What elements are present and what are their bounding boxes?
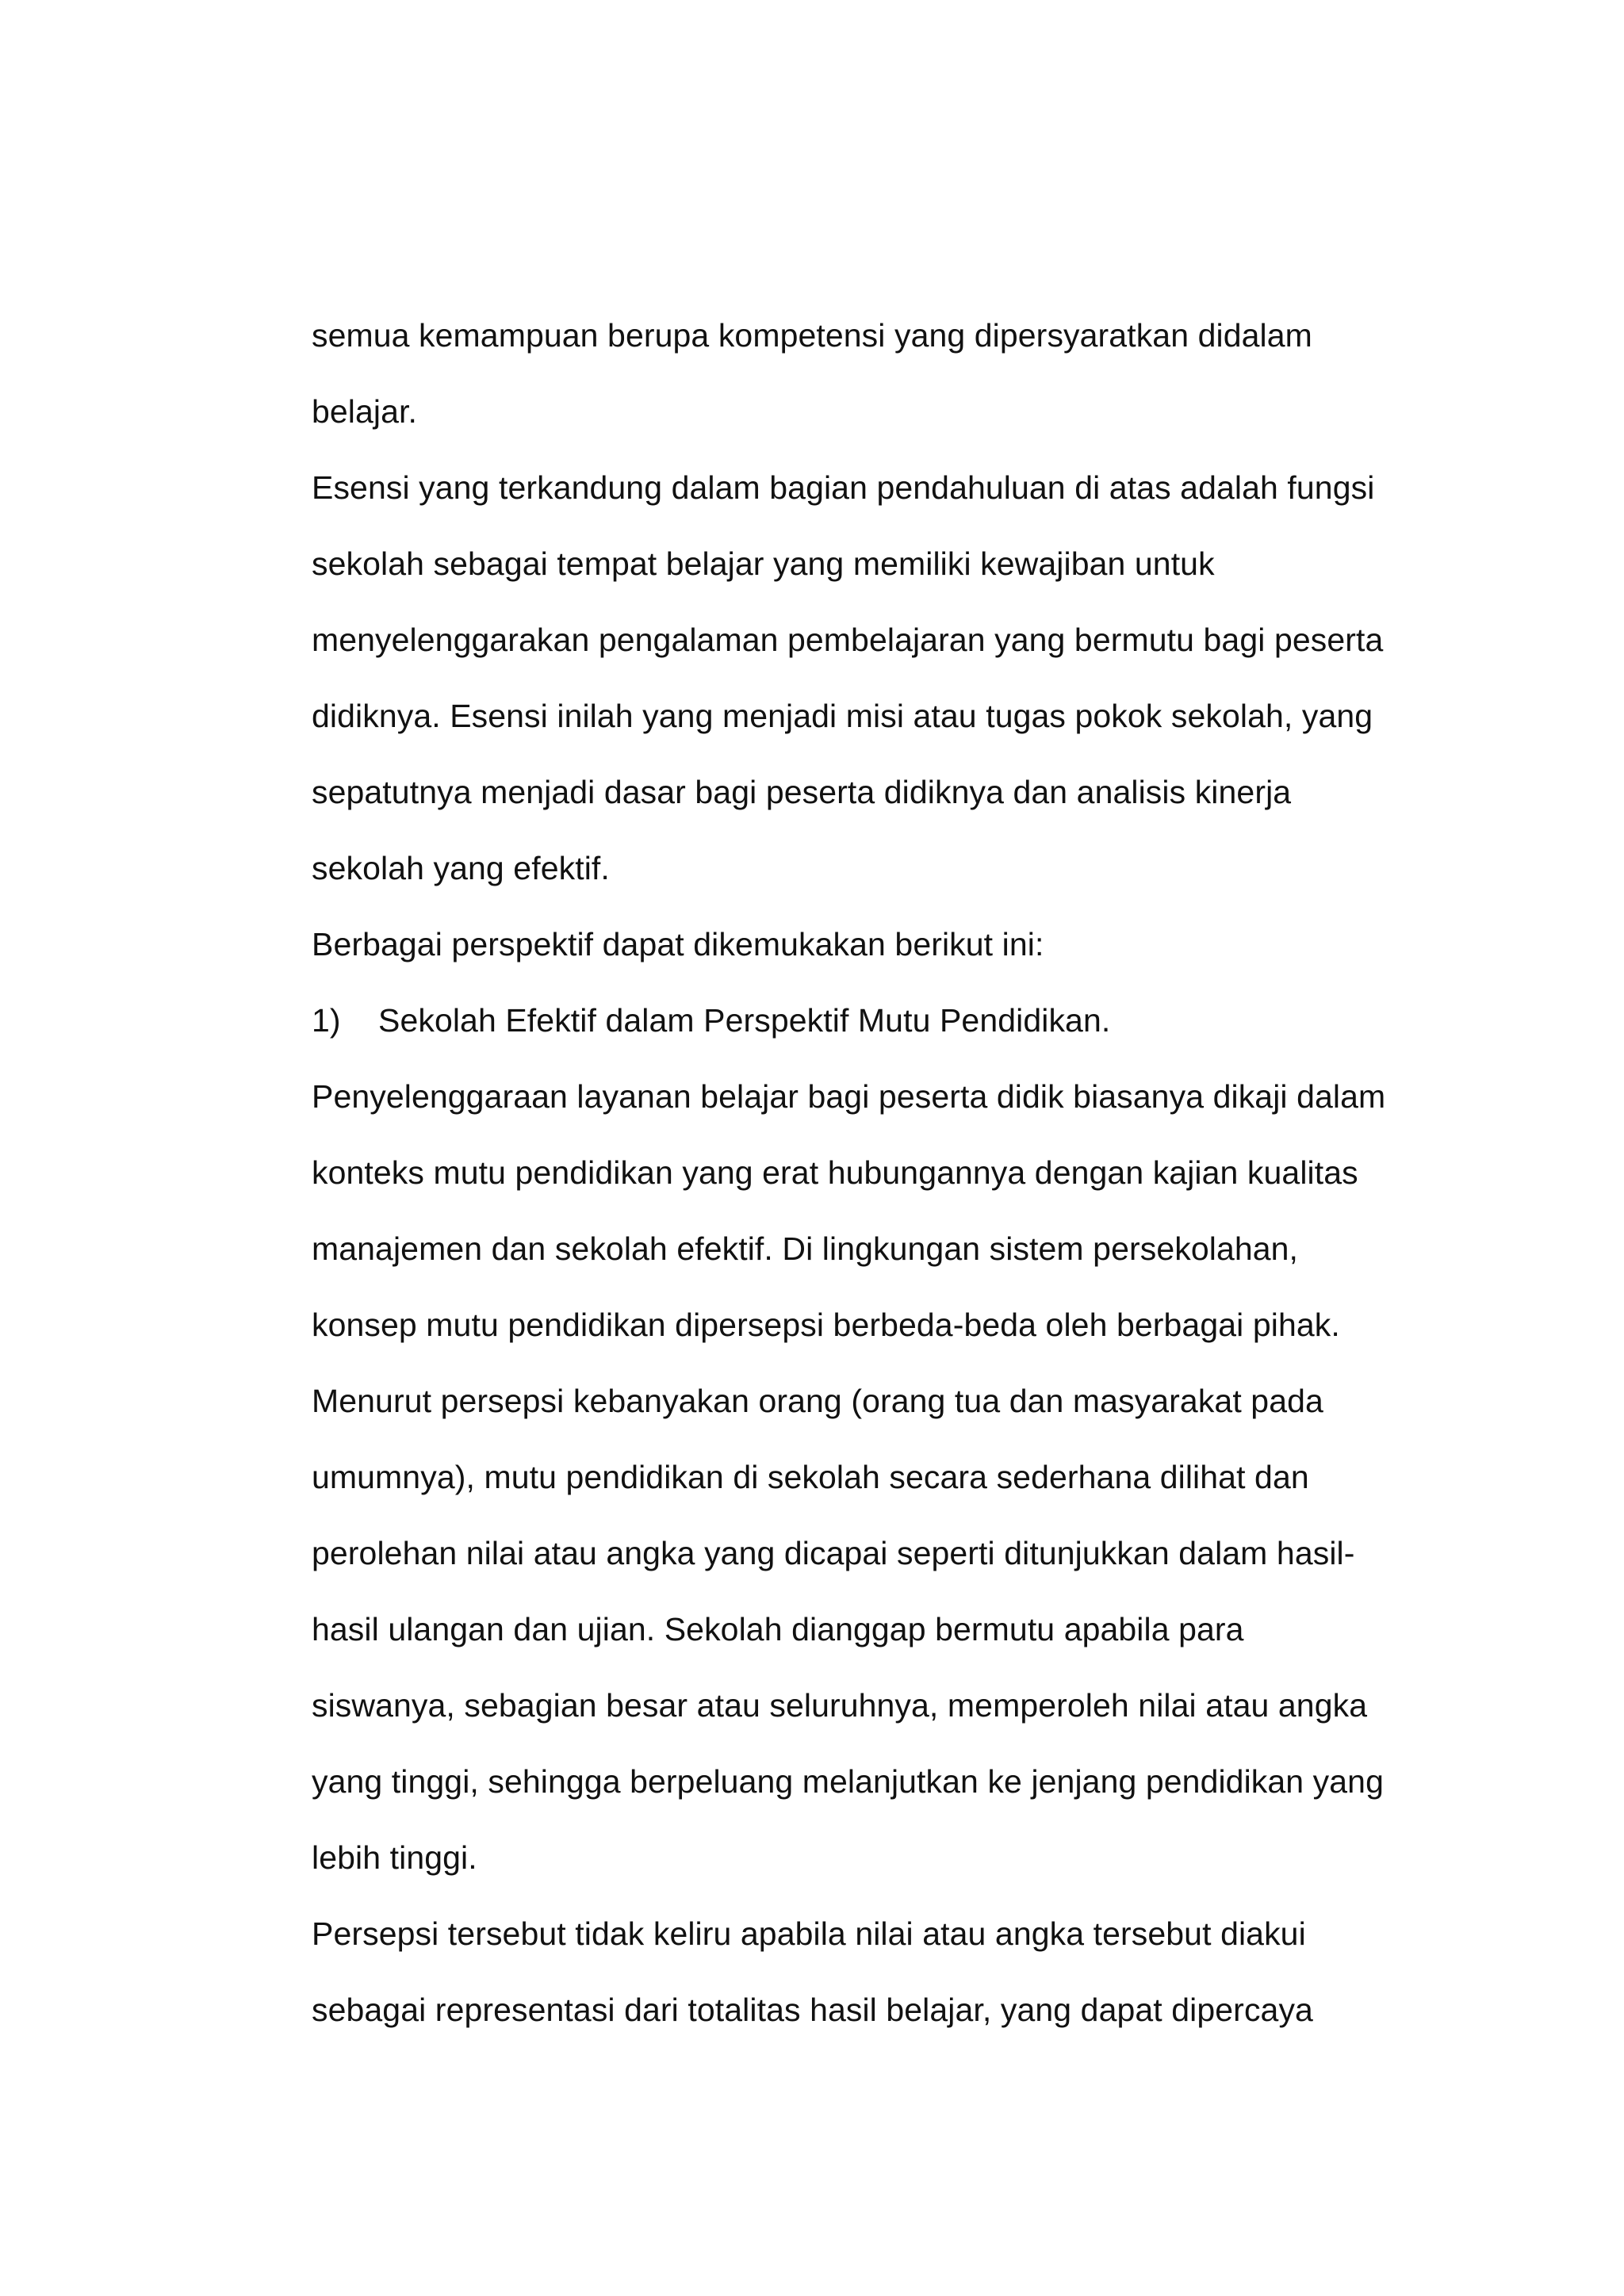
text-line: Menurut persepsi kebanyakan orang (orang tua dan masyarakat pada — [312, 1383, 1323, 1419]
text-line: Esensi yang terkandung dalam bagian pendahuluan di atas adalah fungsi — [312, 469, 1375, 506]
text-line: sepatutnya menjadi dasar bagi peserta didiknya dan analisis kinerja — [312, 774, 1292, 810]
text-line: Persepsi tersebut tidak keliru apabila nilai atau angka tersebut diakui — [312, 1915, 1306, 1952]
text-line: Berbagai perspektif dapat dikemukakan berikut ini: — [312, 926, 1044, 962]
body-text — [312, 297, 1422, 2048]
text-line: semua kemampuan berupa kompetensi yang dipersyaratkan didalam — [312, 317, 1312, 354]
text-line: perolehan nilai atau angka yang dicapai seperti ditunjukkan dalam hasil- — [312, 1535, 1355, 1571]
text-line: yang tinggi, sehingga berpeluang melanjutkan ke jenjang pendidikan yang — [312, 1763, 1384, 1800]
text-line: hasil ulangan dan ujian. Sekolah dianggap bermutu apabila para — [312, 1611, 1244, 1647]
text-line: konsep mutu pendidikan dipersepsi berbeda-beda oleh berbagai pihak. — [312, 1307, 1340, 1343]
list-item-text: Sekolah Efektif dalam Perspektif Mutu Pendidikan. — [378, 1002, 1111, 1039]
text-line: sebagai representasi dari totalitas hasil belajar, yang dapat dipercaya — [312, 1992, 1313, 2028]
text-line: manajemen dan sekolah efektif. Di lingkungan sistem persekolahan, — [312, 1230, 1299, 1267]
text-line: konteks mutu pendidikan yang erat hubungannya dengan kajian kualitas — [312, 1154, 1358, 1191]
list-number: 1) — [312, 1002, 341, 1039]
text-line: umumnya), mutu pendidikan di sekolah secara sederhana dilihat dan — [312, 1459, 1309, 1495]
text-line: Penyelenggaraan layanan belajar bagi peserta didik biasanya dikaji dalam — [312, 1078, 1386, 1115]
text-line: lebih tinggi. — [312, 1839, 477, 1876]
text-line: belajar. — [312, 393, 418, 430]
text-line: sekolah sebagai tempat belajar yang memiliki kewajiban untuk — [312, 545, 1215, 582]
text-line: siswanya, sebagian besar atau seluruhnya, memperoleh nilai atau angka — [312, 1687, 1368, 1724]
text-line: sekolah yang efektif. — [312, 850, 610, 886]
text-line: menyelenggarakan pengalaman pembelajaran yang bermutu bagi peserta — [312, 622, 1384, 658]
text-line: didiknya. Esensi inilah yang menjadi misi atau tugas pokok sekolah, yang — [312, 698, 1373, 734]
numbered-heading — [312, 982, 1422, 1058]
